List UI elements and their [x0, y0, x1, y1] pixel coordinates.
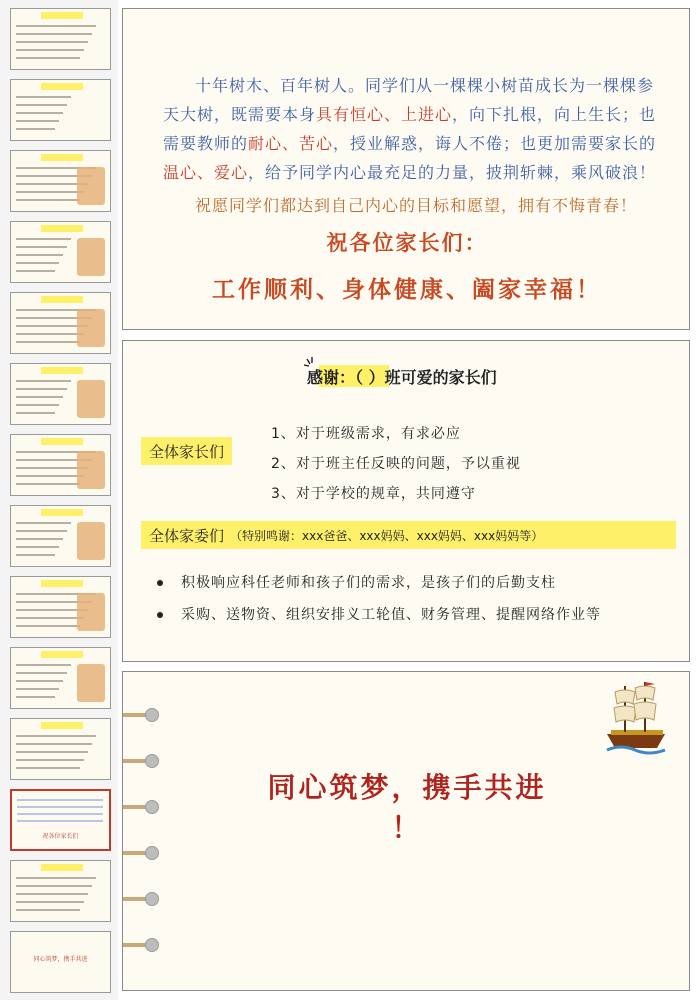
paragraph-segment: 十年树木、百年树人。同学们从一棵棵小树苗成长为一棵棵参天大树，既需要本身	[163, 76, 655, 124]
slide-title	[307, 361, 497, 391]
thumb-text-line	[16, 120, 59, 122]
thumb-text-line	[16, 128, 55, 130]
thumb-illustration	[77, 664, 105, 702]
committee-thanks-note: （特别鸣谢：xxx爸爸、xxx妈妈、xxx妈妈、xxx妈妈等）	[230, 528, 544, 543]
thumb-title-bar	[41, 509, 83, 516]
slide-closing-message[interactable]	[122, 8, 690, 330]
thumb-illustration	[77, 522, 105, 560]
committee-duties-list	[157, 567, 601, 631]
thumb-title-bar	[41, 438, 83, 445]
thumb-title-bar	[41, 651, 83, 658]
slogan-text	[123, 768, 690, 848]
thumb-text-line	[17, 820, 103, 822]
thumb-text-line	[16, 554, 55, 556]
thumb-title-text: 同心筑梦，携手共进	[33, 956, 88, 963]
list-item: 积极响应科任老师和孩子们的需求，是孩子们的后勤支柱	[157, 567, 601, 599]
thumb-text-line	[16, 254, 63, 256]
slide-thanks-parents[interactable]	[122, 340, 690, 662]
slide-thumbnail[interactable]	[10, 931, 111, 993]
greeting-heading: 祝各位家长们：	[326, 230, 488, 255]
thumb-text-line	[16, 104, 67, 106]
thumb-text-line	[16, 735, 96, 737]
group-label-parents: 全体家长们	[141, 437, 232, 465]
list-item: 1、对于班级需求，有求必应	[271, 426, 461, 442]
paragraph-segment: ，向下扎根，向上生长；也需要教师的	[163, 105, 657, 153]
thumb-title-text: 祝各位家长们	[42, 833, 79, 840]
greeting-wishes: 工作顺利、身体健康、阖家幸福！	[212, 276, 602, 303]
thumb-text-line	[16, 751, 88, 753]
slide-thumbnail[interactable]	[10, 8, 111, 70]
thumb-text-line	[16, 538, 63, 540]
thumb-text-line	[16, 388, 67, 390]
thumb-text-line	[16, 112, 63, 114]
thumb-text-line	[16, 96, 71, 98]
slide-thumbnail[interactable]	[10, 363, 111, 425]
thumb-text-line	[16, 522, 71, 524]
ring-icon	[145, 938, 159, 952]
thumb-text-line	[16, 767, 80, 769]
list-item: 采购、送物资、组织安排义工轮值、财务管理、提醒网络作业等	[157, 599, 601, 631]
thumb-text-line	[16, 672, 67, 674]
thumb-text-line	[17, 799, 103, 801]
sailing-ship-icon	[601, 678, 671, 756]
thumb-text-line	[16, 199, 80, 201]
thumb-text-line	[16, 901, 84, 903]
thumb-illustration	[77, 309, 105, 347]
list-item: 3、对于学校的规章，共同遵守	[271, 486, 476, 502]
thumb-illustration	[77, 593, 105, 631]
thumb-title-bar	[41, 225, 83, 232]
thumb-text-line	[16, 885, 92, 887]
slogan-line-1: 同心筑梦，携手共进	[267, 771, 547, 804]
slogan-line-2: ！	[391, 811, 423, 844]
thumb-text-line	[16, 475, 84, 477]
slide-thumbnail-panel	[0, 0, 118, 1000]
thumb-text-line	[16, 696, 55, 698]
thumb-text-line	[16, 49, 84, 51]
slide-thumbnail[interactable]	[10, 79, 111, 141]
paragraph-segment: ，授业解惑，诲人不倦；也更加需要家长的	[333, 134, 657, 153]
thumb-text-line	[16, 238, 71, 240]
thumb-text-line	[16, 759, 84, 761]
thumb-text-line	[16, 530, 67, 532]
thumb-text-line	[16, 270, 55, 272]
thumb-text-line	[16, 617, 84, 619]
thumb-text-line	[16, 191, 84, 193]
thumb-text-line	[16, 688, 59, 690]
ring-icon	[145, 846, 159, 860]
thumb-title-bar	[41, 580, 83, 587]
committee-label: 全体家委们	[149, 526, 225, 545]
thumb-text-line	[16, 625, 80, 627]
paragraph-segment: ，给予同学内心最充足的力量，披荆斩棘，乘风破浪！	[248, 163, 657, 182]
thumb-text-line	[16, 262, 59, 264]
slide-thumbnail[interactable]	[10, 647, 111, 709]
thumb-title-bar	[41, 296, 83, 303]
thumb-text-line	[16, 893, 88, 895]
thumb-text-line	[16, 41, 88, 43]
highlight-phrase: 具有恒心、上进心	[316, 105, 453, 124]
thumb-text-line	[16, 412, 55, 414]
slide-thumbnail[interactable]	[10, 789, 111, 851]
thumb-illustration	[77, 380, 105, 418]
thumb-text-line	[16, 57, 80, 59]
thumb-illustration	[77, 238, 105, 276]
slide-thumbnail[interactable]	[10, 150, 111, 212]
message-paragraph	[163, 71, 663, 187]
parents-duties-list	[271, 419, 521, 509]
thumb-text-line	[17, 806, 103, 808]
thumb-title-bar	[41, 367, 83, 374]
ring-icon	[145, 892, 159, 906]
thumb-text-line	[16, 664, 71, 666]
group-label-committee	[141, 521, 676, 549]
slide-thumbnail[interactable]	[10, 292, 111, 354]
thumb-text-line	[16, 25, 96, 27]
thumb-text-line	[17, 813, 103, 815]
slide-thumbnail[interactable]	[10, 860, 111, 922]
thumb-text-line	[16, 483, 80, 485]
thumb-text-line	[16, 546, 59, 548]
thumb-text-line	[16, 877, 96, 879]
thumb-title-bar	[41, 722, 83, 729]
thumb-text-line	[16, 33, 92, 35]
thumb-text-line	[16, 246, 67, 248]
thumb-text-line	[16, 404, 59, 406]
thumb-illustration	[77, 167, 105, 205]
wish-text: 祝愿同学们都达到自己内心的目标和愿望，拥有不悔青春！	[195, 196, 638, 215]
list-item: 2、对于班主任反映的问题，予以重视	[271, 456, 521, 472]
ring-icon	[145, 754, 159, 768]
thumb-text-line	[16, 743, 92, 745]
slide-thumbnail[interactable]	[10, 434, 111, 496]
thumb-text-line	[16, 341, 80, 343]
thumb-text-line	[16, 396, 63, 398]
slide-thumbnail[interactable]	[10, 505, 111, 567]
thumb-illustration	[77, 451, 105, 489]
ring-icon	[145, 708, 159, 722]
thumb-title-bar	[41, 864, 83, 871]
slide-thumbnail[interactable]	[10, 718, 111, 780]
thumb-title-bar	[41, 12, 83, 19]
slide-slogan[interactable]	[122, 671, 690, 991]
slide-thumbnail[interactable]	[10, 576, 111, 638]
slide-thumbnail[interactable]	[10, 221, 111, 283]
thumb-text-line	[16, 909, 80, 911]
thumb-text-line	[16, 333, 84, 335]
highlight-phrase: 耐心、苦心	[248, 134, 334, 153]
thanks-title: 感谢：（ ）班可爱的家长们	[307, 367, 497, 387]
thumb-text-line	[16, 380, 71, 382]
thumb-title-bar	[41, 154, 83, 161]
thumb-text-line	[16, 680, 63, 682]
thumb-title-bar	[41, 83, 83, 90]
highlight-phrase: 温心、爱心	[163, 163, 249, 182]
